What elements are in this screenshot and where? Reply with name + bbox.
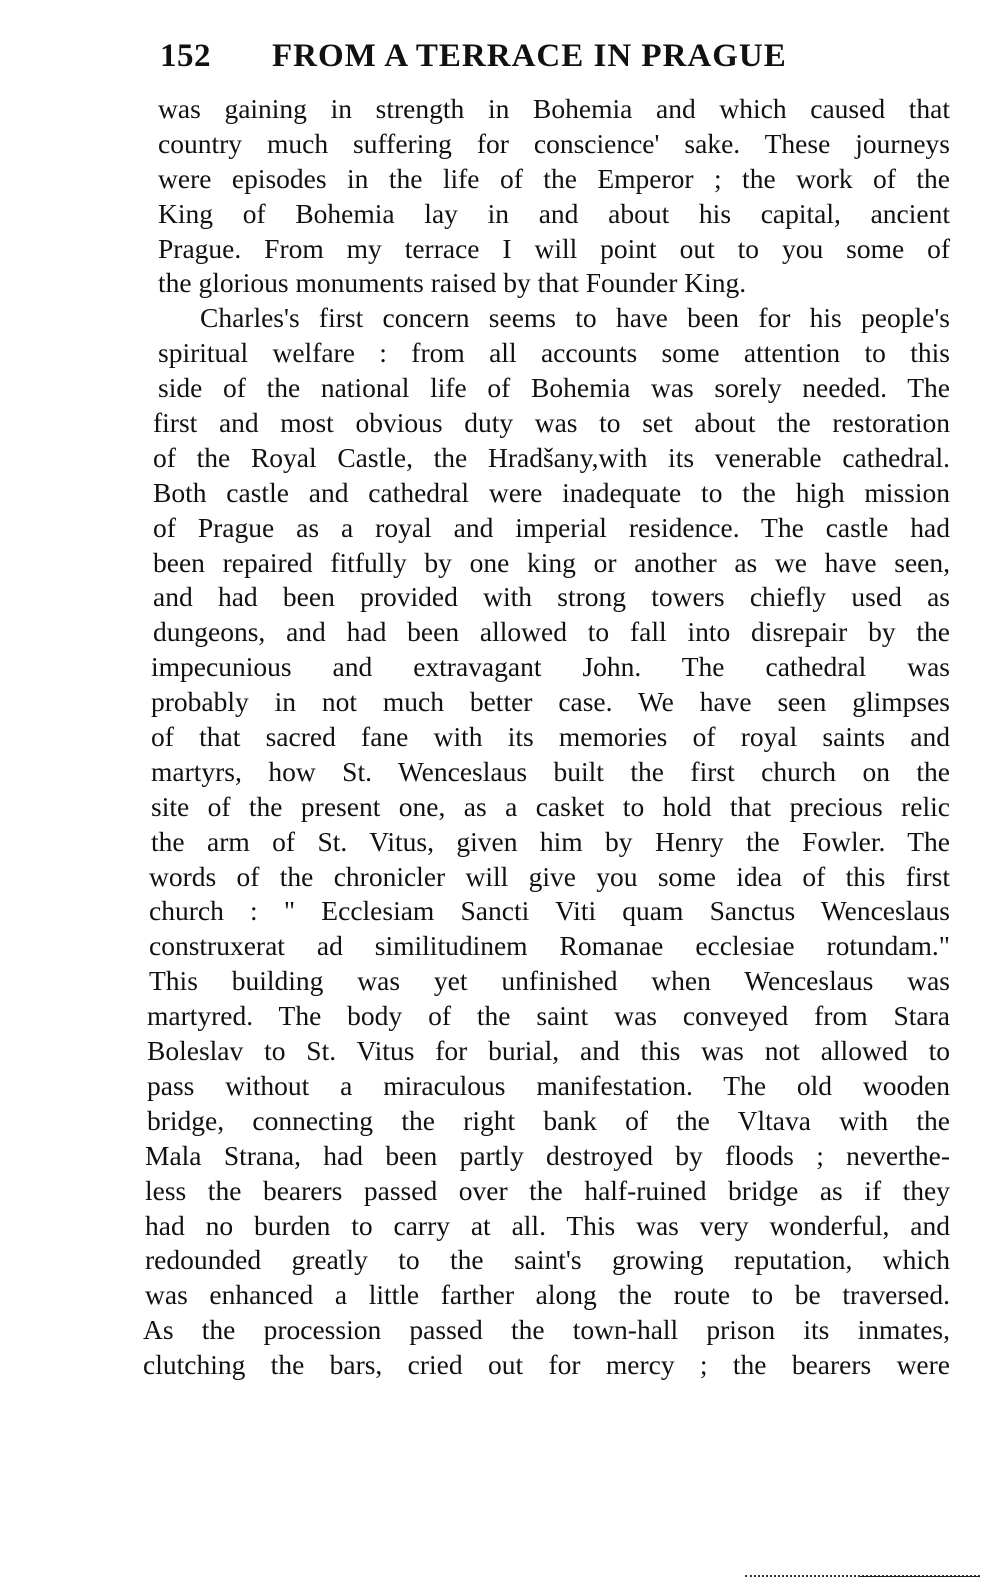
text-line: words of the chronicler will give you some idea of this first (149, 860, 950, 892)
text-line: probably in not much better case. We have seen glimpses (151, 686, 950, 718)
text-line: clutching the bars, cried out for mercy ; the bearers were (143, 1349, 950, 1381)
text-line: dungeons, and had been allowed to fall into disrepair by the (153, 616, 950, 648)
text-line: church : " Ecclesiam Sancti Viti quam Sanctus Wenceslaus (149, 895, 950, 927)
paragraph-first-line: Charles's first concern seems to have been for his people's (200, 302, 950, 334)
text-line: martyrs, how St. Wenceslaus built the first church on the (151, 755, 950, 787)
text-line: Both castle and cathedral were inadequate to the high mission (153, 476, 950, 508)
text-line: of that sacred fane with its memories of royal saints and (151, 721, 950, 753)
text-line: impecunious and extravagant John. The cathedral was (151, 651, 950, 683)
text-line: and had been provided with strong towers chiefly used as (153, 581, 950, 613)
body-text (140, 92, 950, 1383)
running-head (160, 34, 950, 78)
text-line: King of Bohemia lay in and about his capital, ancient (158, 197, 950, 229)
text-line: redounded greatly to the saint's growing reputation, which (145, 1244, 950, 1276)
text-line: spiritual welfare : from all accounts some attention to this (158, 337, 950, 369)
text-line: construxerat ad similitudinem Romanae ecclesiae rotundam." (149, 930, 950, 962)
text-line: pass without a miraculous manifestation. The old wooden (147, 1069, 950, 1101)
text-line: were episodes in the life of the Emperor ; the work of the (158, 162, 950, 194)
text-line: less the bearers passed over the half-ruined bridge as if they (145, 1174, 950, 1206)
text-line: was enhanced a little farther along the route to be traversed. (145, 1279, 950, 1311)
text-line: As the procession passed the town-hall prison its inmates, (143, 1314, 950, 1346)
text-line: been repaired fitfully by one king or another as we have seen, (153, 546, 950, 578)
text-line: of Prague as a royal and imperial residence. The castle had (153, 511, 950, 543)
text-line: country much suffering for conscience' sake. These journeys (158, 127, 950, 159)
text-line: Boleslav to St. Vitus for burial, and this was not allowed to (147, 1035, 950, 1067)
footer-rule (860, 1576, 980, 1577)
text-line: Prague. From my terrace I will point out to you some of (158, 232, 950, 264)
text-line: site of the present one, as a casket to hold that precious relic (151, 790, 950, 822)
text-line: was gaining in strength in Bohemia and which caused that (158, 93, 950, 124)
page-number: 152 (160, 38, 211, 74)
text-line: the glorious monuments raised by that Founder King. (158, 267, 747, 299)
text-line: first and most obvious duty was to set about the restoration (153, 407, 950, 439)
text-line: martyred. The body of the saint was conveyed from Stara (147, 1000, 950, 1032)
text-line: of the Royal Castle, the Hradšany,with its venerable cathedral. (153, 441, 950, 473)
text-line: side of the national life of Bohemia was sorely needed. The (158, 372, 950, 404)
text-line: Mala Strana, had been partly destroyed by floods ; neverthe- (145, 1139, 950, 1171)
text-line: bridge, connecting the right bank of the Vltava with the (147, 1104, 950, 1136)
running-title: FROM A TERRACE IN PRAGUE (272, 38, 787, 74)
text-line: This building was yet unfinished when Wenceslaus was (149, 965, 950, 997)
text-line: the arm of St. Vitus, given him by Henry the Fowler. The (151, 825, 950, 857)
text-line: had no burden to carry at all. This was very wonderful, and (145, 1209, 950, 1241)
